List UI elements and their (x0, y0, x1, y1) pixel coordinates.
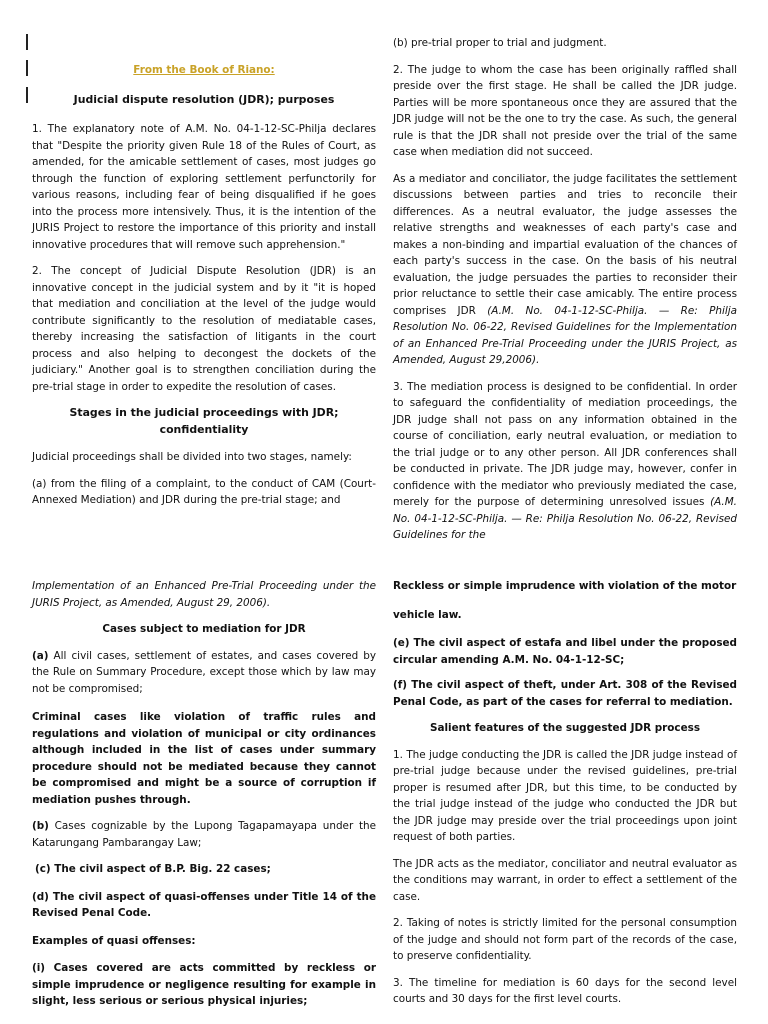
paragraph-text: As a mediator and conciliator, the judge facilitates the settlement discussions between parties and tries to reconcile their differences. As a neutral evaluator, the judge assesses the relative strengths and weaknesses of each party's case and makes a non-binding and impartial evaluation of the chances of each party's success in the case. On the basis of his neutral evaluation, the judge persuades the parties to reconsider their prior reluctance to settle their case amicably. The entire process comprises JDR (393, 172, 737, 317)
paragraph: 3. The timeline for mediation is 60 days for the second level courts and 30 days for the first level courts. (393, 976, 737, 1005)
case-label: (b) (32, 820, 49, 832)
paragraph: (e) The civil aspect of estafa and libel under the proposed circular amending A.M. No. 04-1-12-SC; (393, 637, 737, 666)
section-heading: Salient features of the suggested JDR process (429, 722, 700, 734)
paragraph (393, 379, 737, 544)
page2-left-column (32, 578, 376, 1010)
paragraph: 1. The explanatory note of A.M. No. 04-1-12-SC-Philja declares that "Despite the priority given Rule 18 of the Rules of Court, as amended, for the amicable settlement of cases, most judges go through the function of exploring settlement perfunctorily for various reasons, including fear of being disqualified if he goes into the process more intensively. Thus, it is the intention of the JURIS Project to restore the importance of this priority and install innovative procedures that will remove such apprehension." (32, 123, 376, 251)
source-link[interactable]: From the Book of Riano: (133, 64, 275, 76)
citation: (A.M. No. 04-1-12-SC-Philja. — Re: Philja Resolution No. 06-22, Revised Guidelines for the Implementation of an Enhanced Pre-Trial Proceeding under the JURIS Project, as Amended, August 29,2006). (393, 304, 737, 366)
citation-continued: Implementation of an Enhanced Pre-Trial Proceeding under the JURIS Project, as Amended, August 29, 2006). (32, 580, 376, 609)
paragraph-text: 3. The mediation process is designed to be confidential. In order to safeguard the confidentiality of mediation proceedings, the JDR judge shall not pass on any information obtained in the course of conciliation, early neutral evaluation, or mediation to the trial judge or to any other person. All JDR conferences shall be conducted in private. The JDR judge may, however, confer in confidence with the mediator who previously mediated the case, merely for the purpose of determining unresolved issues (393, 380, 737, 508)
paragraph: Criminal cases like violation of traffic rules and regulations and violation of municipal or city ordinances although included in the list of cases under summary procedure should not be mediated because they cannot be compromised and might be a source of corruption if mediation pushes through. (32, 711, 376, 806)
paragraph: vehicle law. (393, 608, 462, 621)
paragraph: 2. The concept of Judicial Dispute Resolution (JDR) is an innovative concept in the judicial system and by it "it is hoped that mediation and conciliation at the level of the judge would contribute significantly to the resolution of mediatable cases, thereby increasing the satisfaction of litigants in the court process and also helping to decongest the dockets of the judiciary." Another goal is to strengthen conciliation during the pre-trial stage in order to expedite the resolution of cases. (32, 265, 376, 393)
margin-mark (26, 60, 28, 76)
paragraph: 2. Taking of notes is strictly limited for the personal consumption of the judge and should not form part of the records of the case, to preserve confidentiality. (393, 917, 737, 962)
paragraph: Reckless or simple imprudence with violation of the motor (393, 580, 737, 592)
case-label: (a) (32, 649, 49, 662)
section-title: Judicial dispute resolution (JDR); purposes (73, 92, 335, 106)
citation: (A.M. No. 04-1-12-SC-Philja. — Re: Philja Resolution No. 06-22, Revised Guidelines for the (393, 496, 737, 541)
paragraph: (i) Cases covered are acts committed by reckless or simple imprudence or negligence resulting for example in slight, less serious or serious physical injuries; (32, 962, 376, 1007)
section-heading: Stages in the judicial proceedings with JDR; confidentiality (69, 406, 339, 436)
margin-mark (26, 87, 28, 103)
paragraph (32, 648, 376, 698)
paragraph (32, 818, 376, 851)
paragraph: The JDR acts as the mediator, conciliator and neutral evaluator as the conditions may warrant, in order to effect a settlement of the case. (393, 857, 737, 903)
paragraph (393, 171, 737, 369)
page2-right-column (393, 578, 737, 1008)
page1-left-column (32, 62, 376, 509)
paragraph: (f) The civil aspect of theft, under Art. 308 of the Revised Penal Code, as part of the cases for referral to mediation. (393, 679, 737, 708)
paragraph: 1. The judge conducting the JDR is called the JDR judge instead of pre-trial judge because under the revised guidelines, pre-trial proper is resumed after JDR, but this time, to be conducted by the trial judge instead of the judge who conducted the JDR but the JDR judge may preside over the trial proceedings upon joint request of both parties. (393, 748, 737, 843)
paragraph: 2. The judge to whom the case has been originally raffled shall preside over the first stage. He shall be called the JDR judge. Parties will be more spontaneous once they are assured that the JDR judge will not be the one to try the case. As such, the general rule is that the JDR shall not preside over the trial of the same case when mediation did not succeed. (393, 63, 737, 158)
paragraph: (b) pre-trial proper to trial and judgment. (393, 37, 607, 49)
paragraph: Judicial proceedings shall be divided into two stages, namely: (32, 451, 352, 463)
paragraph: (d) The civil aspect of quasi-offenses under Title 14 of the Revised Penal Code. (32, 890, 376, 919)
case-text: All civil cases, settlement of estates, and cases covered by the Rule on Summary Procedure, except those which by law may not be compromised; (32, 649, 376, 695)
paragraph: Examples of quasi offenses: (32, 934, 196, 947)
page1-right-column (393, 35, 737, 544)
case-text: Cases cognizable by the Lupong Tagapamayapa under the Katarungang Pambarangay Law; (32, 820, 376, 849)
paragraph: (c) The civil aspect of B.P. Big. 22 cases; (35, 863, 271, 875)
section-heading: Cases subject to mediation for JDR (102, 623, 306, 635)
margin-mark (26, 34, 28, 50)
paragraph: (a) from the filing of a complaint, to the conduct of CAM (Court-Annexed Mediation) and JDR during the pre-trial stage; and (32, 477, 376, 506)
